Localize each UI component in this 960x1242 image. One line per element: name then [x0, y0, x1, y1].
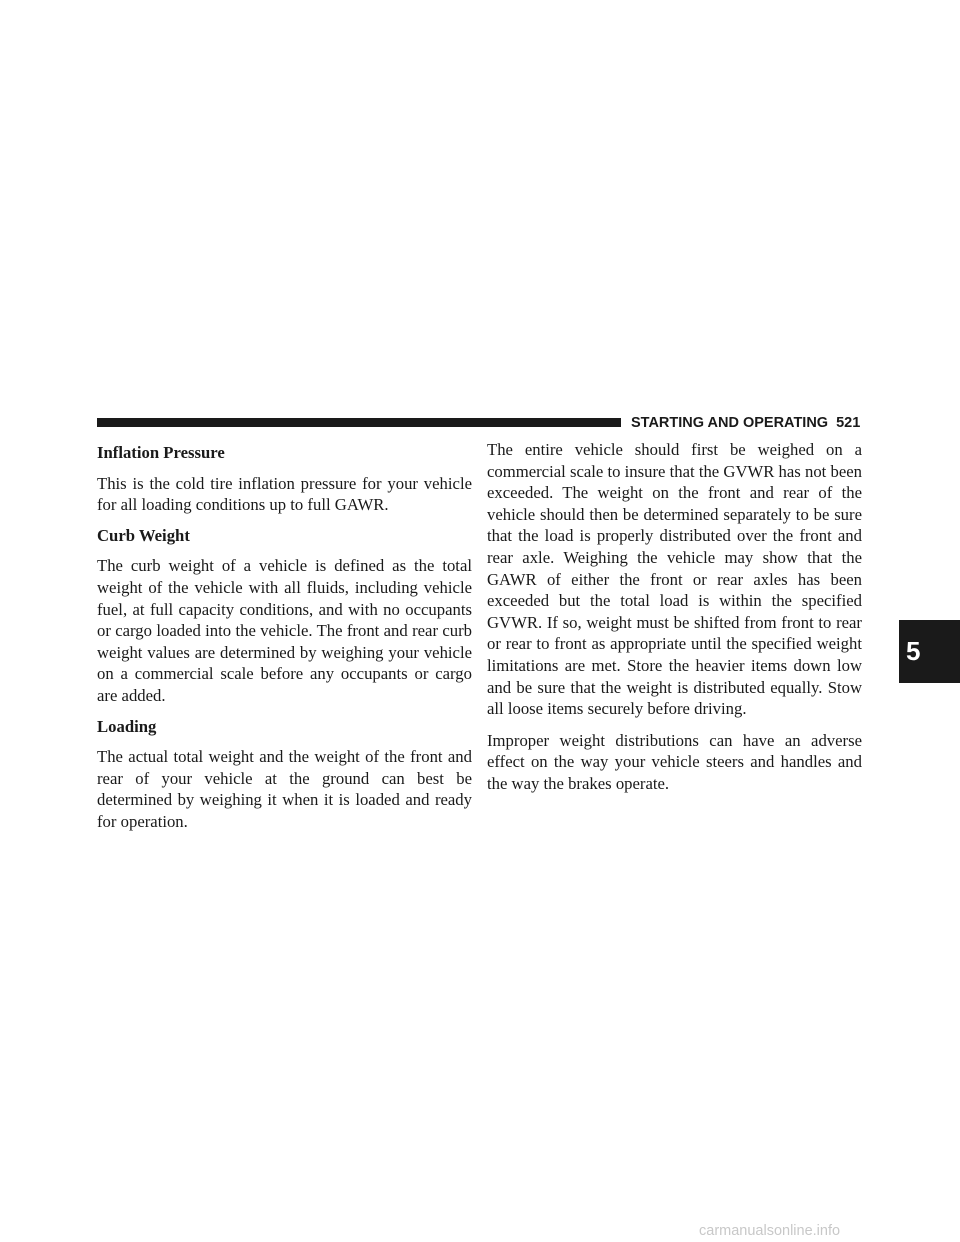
paragraph-curb-weight: The curb weight of a vehicle is defined as the total weight of the vehicle with all fluids, including vehicle fuel, at full capacity conditions, and with no occupants or cargo loaded into the vehicle. The front and rear curb weight values are determined by weighing your vehicle on a commercial scale before any occupants or cargo are added.	[97, 556, 472, 705]
watermark: carmanualsonline.info	[699, 1223, 841, 1239]
paragraph-weighing: The entire vehicle should first be weighed on a commercial scale to insure that the GVWR has not been exceeded. The weight on the front and rear of the vehicle should then be determined separately to be sure that the load is properly distributed over the front and rear axle. Weighing the vehicle may show that the GAWR of either the front or rear axles has been exceeded but the total load is within the specified GVWR. If so, weight must be shifted from front to rear or rear to front as appropriate until the specified weight limitations are met. Store the heavier items down low and be sure that the weight is distributed equally. Stow all loose items securely before driving.	[487, 440, 862, 719]
section-title: STARTING AND OPERATING	[631, 415, 829, 431]
page-number: 521	[836, 415, 861, 431]
right-column	[487, 439, 862, 805]
heading-loading: Loading	[97, 716, 157, 736]
paragraph-inflation-pressure: This is the cold tire inflation pressure for your vehicle for all loading conditions up to full GAWR.	[97, 473, 472, 515]
header-rule	[97, 418, 621, 427]
paragraph-loading: The actual total weight and the weight of the front and rear of your vehicle at the ground can best be determined by weighing it when it is loaded and ready for operation.	[97, 747, 472, 831]
chapter-tab: 5	[899, 620, 960, 683]
paragraph-improper-distribution: Improper weight distributions can have an adverse effect on the way your vehicle steers and handles and the way the brakes operate.	[487, 730, 862, 793]
heading-inflation-pressure: Inflation Pressure	[97, 443, 225, 462]
heading-curb-weight: Curb Weight	[97, 525, 190, 545]
left-column	[97, 442, 472, 842]
running-header	[631, 414, 867, 432]
